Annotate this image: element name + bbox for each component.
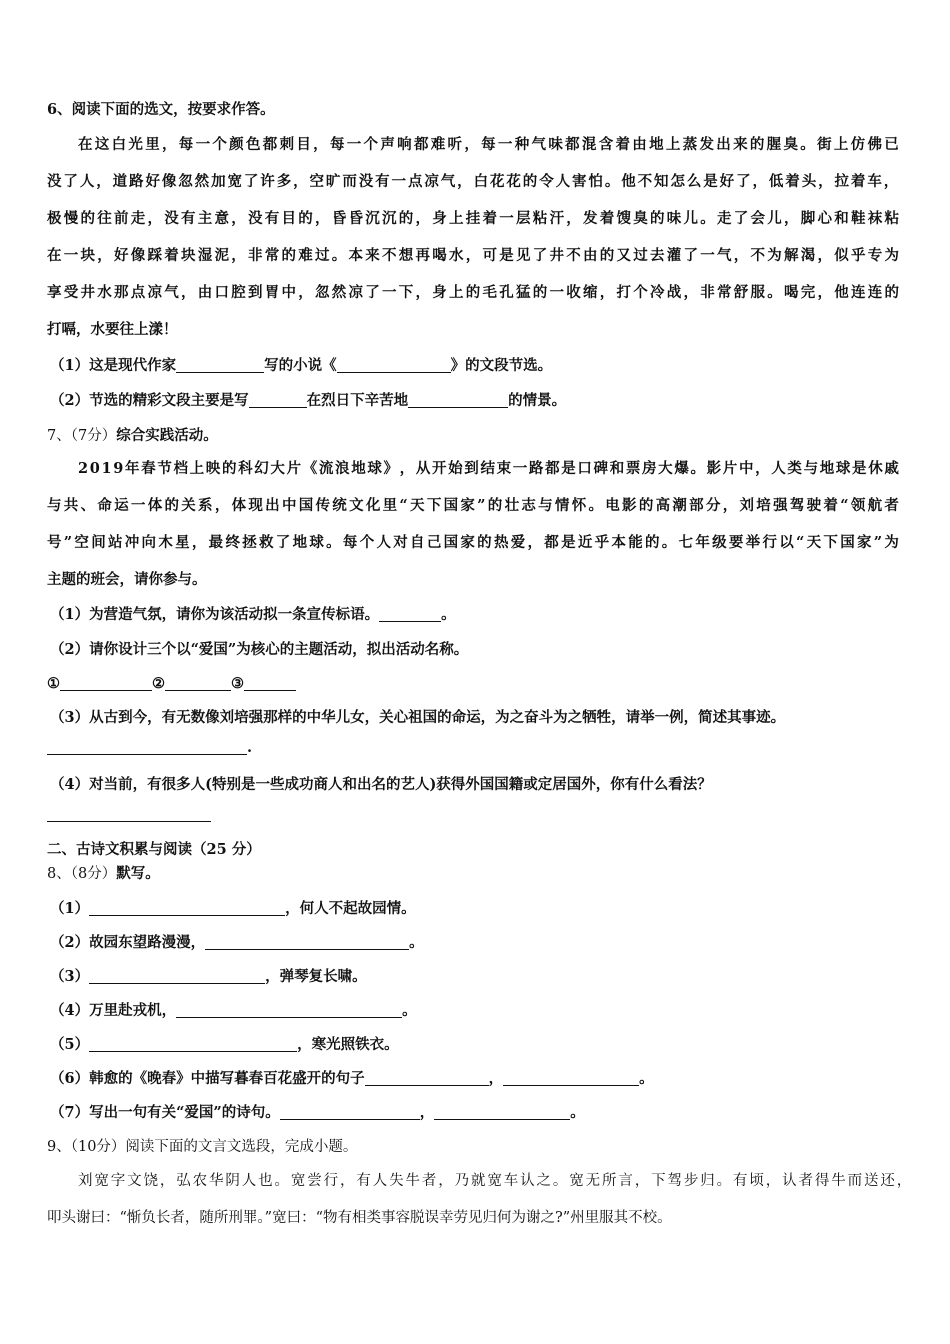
q6-passage-line-4	[47, 246, 899, 266]
q8-item-7-pre: （7）写出一句有关“爱国”的诗句。	[50, 1104, 280, 1121]
q7-sub1-text: （1）为营造气氛，请你为该活动拟一条宣传标语。	[50, 606, 380, 623]
q8-title-num: 8、（8分）	[47, 866, 117, 882]
q8-item-3-pre: （3）	[50, 968, 90, 985]
q8-item-5-post: ，寒光照铁衣。	[297, 1036, 399, 1053]
q7-sub1-end: 。	[441, 606, 456, 623]
answer-blank[interactable]	[89, 969, 265, 984]
q8-item-6-post: 。	[639, 1070, 654, 1087]
q8-item-6-mid: ，	[488, 1070, 504, 1087]
q8-item-3-post: ，弹琴复长啸。	[265, 968, 367, 985]
q6-line-3-text: 极 慢 的 往 前 走 ， 没 有 主 意 ， 没 有 目 的 ， 昏 昏 沉 沉 的 ， 身 上 挂 着 一 层 粘 汗 ， 发 着 馊 臭 的 味 儿 。 走 了 会 儿 ， 脚 心 和 鞋 袜 粘	[47, 210, 899, 227]
q7-activity-blanks	[47, 674, 296, 694]
q8-title-text: 默写。	[116, 865, 160, 882]
q8-item-7	[50, 1103, 585, 1123]
circle-num-1: ①	[47, 675, 60, 692]
q8-item-5	[50, 1035, 399, 1055]
q9-passage-line-2: 叩头谢曰：“惭负长者，随所刑罪。”宽曰：“物有相类事容脱误幸劳见归何为谢之?”州里服其不校。	[47, 1210, 672, 1226]
q8-item-7-post: 。	[570, 1104, 585, 1121]
q7-passage-line-1	[78, 459, 899, 479]
q6-sub2-text-a: （2）节选的精彩文段主要是写	[50, 392, 249, 409]
q7-line-3-text: 号 ” 空 间 站 冲 向 木 星 ， 最 终 拯 救 了 地 球 。 每 个 人 对 自 己 国 家 的 热 爱 ， 都 是 近 乎 本 能 的 。 七 年 级 要 举 行 以 “ 天 下 国 家 ” 为	[47, 534, 899, 551]
q6-passage-line-1	[78, 135, 899, 155]
answer-blank[interactable]	[379, 607, 441, 622]
q7-line-1-text: 2 0 1 9 年 春 节 档 上 映 的 科 幻 大 片 《 流 浪 地 球 》 ， 从 开 始 到 结 束 一 路 都 是 口 碑 和 票 房 大 爆 。 影 片 中 ， 人 类 与 地 球 是 休 戚	[78, 460, 899, 477]
q7-line-2-text: 与 共 、 命 运 一 体 的 关 系 ， 体 现 出 中 国 传 统 文 化 里 “ 天 下 国 家 ” 的 壮 志 与 情 怀 。 电 影 的 高 潮 部 分 ， 刘 培 强 驾 驶 着 “ 领 航 者	[47, 497, 899, 514]
q8-item-6	[50, 1069, 654, 1089]
section-2-title: 二、古诗文积累与阅读（25 分）	[47, 841, 261, 858]
answer-blank[interactable]	[205, 935, 409, 950]
q8-item-2-pre: （2）故园东望路漫漫，	[50, 934, 206, 951]
q9-passage-line-1	[78, 1171, 912, 1191]
q7-title-num: 7、（7分）	[47, 428, 117, 444]
q8-item-1-post: ，何人不起故园情。	[285, 900, 416, 917]
circle-num-2: ②	[152, 675, 165, 692]
answer-blank[interactable]	[89, 1037, 297, 1052]
q8-title	[47, 864, 160, 884]
q7-sub3-answer	[47, 738, 252, 758]
q6-sub-2	[50, 391, 566, 411]
answer-blank[interactable]	[47, 740, 247, 755]
q6-passage-line-3	[47, 209, 899, 229]
answer-blank[interactable]	[249, 393, 307, 408]
q7-title-text: 综合实践活动。	[116, 427, 218, 444]
q8-item-4-pre: （4）万里赴戎机，	[50, 1002, 177, 1019]
q8-item-4-post: 。	[402, 1002, 417, 1019]
q7-passage-line-2	[47, 496, 899, 516]
q7-sub-2: （2）请你设计三个以“爱国”为核心的主题活动，拟出活动名称。	[50, 641, 469, 658]
answer-blank[interactable]	[503, 1071, 639, 1086]
q8-item-4	[50, 1001, 417, 1021]
q8-item-7-mid: ，	[419, 1104, 435, 1121]
q7-sub-4: （4）对当前，有很多人(特别是一些成功商人和出名的艺人)获得外国国籍或定居国外，你有什么看法？	[50, 776, 712, 793]
q9-line-1-text: 刘 宽 字 文 饶 ， 弘 农 华 阴 人 也 。 宽 尝 行 ， 有 人 失 牛 者 ， 乃 就 宽 车 认 之 。 宽 无 所 言 ， 下 驾 步 归 。 有 顷 ， 认 者 得 牛 而 送 还 ，	[78, 1173, 912, 1189]
q6-sub-1	[50, 356, 552, 376]
q8-item-5-pre: （5）	[50, 1036, 90, 1053]
answer-blank[interactable]	[337, 358, 451, 373]
answer-blank[interactable]	[408, 393, 508, 408]
circle-num-3: ③	[231, 675, 244, 692]
q8-item-1	[50, 899, 416, 919]
q6-title: 6、阅读下面的选文，按要求作答。	[47, 101, 275, 118]
q8-item-2	[50, 933, 424, 953]
answer-blank[interactable]	[244, 676, 296, 691]
q8-item-6-pre: （6）韩愈的《晚春》中描写暮春百花盛开的句子	[50, 1070, 365, 1087]
q9-title: 9、（10分）阅读下面的文言文选段，完成小题。	[47, 1139, 358, 1155]
q6-sub1-text-a: （1）这是现代作家	[50, 357, 177, 374]
answer-blank[interactable]	[89, 901, 285, 916]
q6-line-1-text: 在 这 白 光 里 ， 每 一 个 颜 色 都 刺 目 ， 每 一 个 声 响 都 难 听 ， 每 一 种 气 味 都 混 含 着 由 地 上 蒸 发 出 来 的 腥 臭 。 街 上 仿 佛 已	[78, 136, 899, 153]
q6-line-4-text: 在 一 块 ， 好 像 踩 着 块 湿 泥 ， 非 常 的 难 过 。 本 来 不 想 再 喝 水 ， 可 是 见 了 井 不 由 的 又 过 去 灌 了 一 气 ， 不 为 解 渴 ， 似 乎 专 为	[47, 247, 899, 264]
q7-passage-line-4: 主题的班会，请你参与。	[47, 571, 207, 588]
q7-sub-1	[50, 605, 456, 625]
q8-item-2-post: 。	[409, 934, 424, 951]
q7-sub3-end: .	[247, 739, 253, 756]
answer-blank[interactable]	[365, 1071, 489, 1086]
q6-passage-line-6: 打嗝，水要往上漾！	[47, 321, 178, 338]
q7-sub-3: （3）从古到今，有无数像刘培强那样的中华儿女，关心祖国的命运，为之奋斗为之牺牲，请举一例，简述其事迹。	[50, 709, 786, 726]
q6-sub1-text-c: 》的文段节选。	[450, 357, 553, 374]
answer-blank[interactable]	[434, 1105, 570, 1120]
answer-blank[interactable]	[47, 807, 211, 822]
q7-passage-line-3	[47, 533, 899, 553]
answer-blank[interactable]	[176, 358, 264, 373]
answer-blank[interactable]	[280, 1105, 420, 1120]
q6-sub2-text-b: 在烈日下辛苦地	[306, 392, 409, 409]
q6-sub2-text-c: 的情景。	[508, 392, 567, 409]
q6-line-5-text: 享 受 井 水 那 点 凉 气 ， 由 口 腔 到 胃 中 ， 忽 然 凉 了 一 下 ， 身 上 的 毛 孔 猛 的 一 收 缩 ， 打 个 冷 战 ， 非 常 舒 服 。 喝 完 ， 他 连 连 的	[47, 284, 899, 301]
q6-sub1-text-b: 写的小说《	[264, 357, 337, 374]
q7-title	[47, 426, 218, 446]
q7-sub4-answer	[47, 805, 211, 825]
q6-passage-line-2	[47, 172, 899, 192]
q8-item-3	[50, 967, 367, 987]
q8-item-1-pre: （1）	[50, 900, 90, 917]
answer-blank[interactable]	[165, 676, 231, 691]
q6-line-2-text: 没 了 人 ， 道 路 好 像 忽 然 加 宽 了 许 多 ， 空 旷 而 没 有 一 点 凉 气 ， 白 花 花 的 令 人 害 怕 。 他 不 知 怎 么 是 好 了 ， 低 着 头 ， 拉 着 车 ，	[47, 173, 899, 190]
answer-blank[interactable]	[176, 1003, 402, 1018]
answer-blank[interactable]	[60, 676, 152, 691]
q6-passage-line-5	[47, 283, 899, 303]
